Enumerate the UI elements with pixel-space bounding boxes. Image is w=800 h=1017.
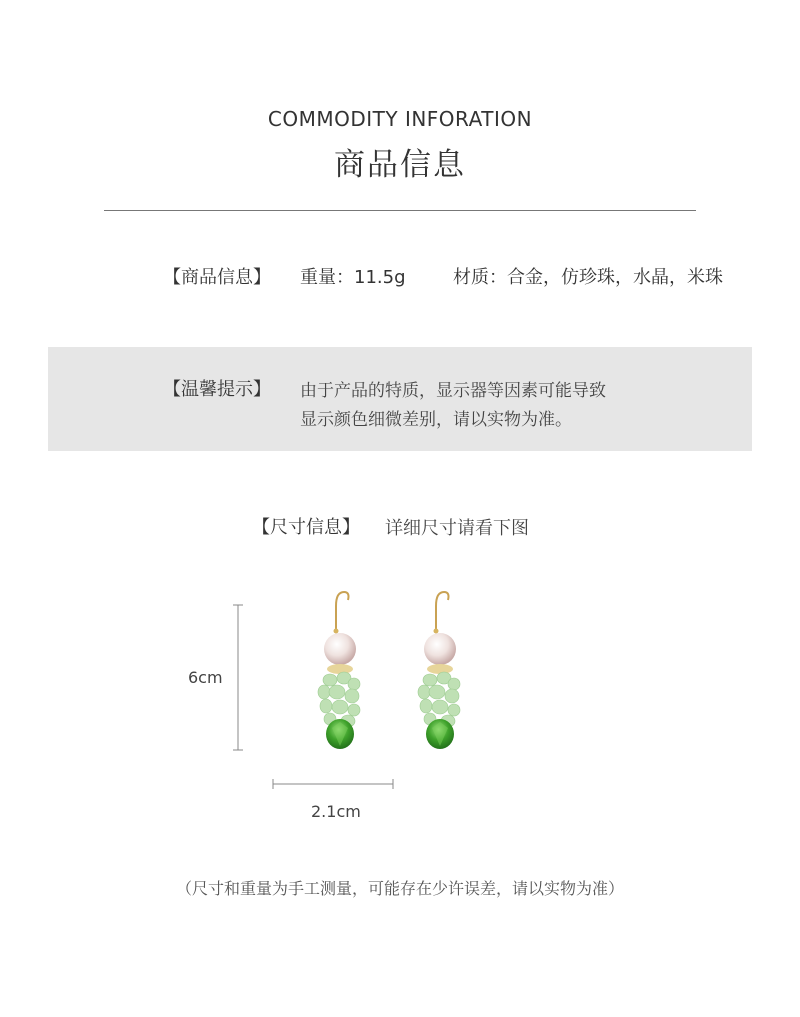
notice-label: 【温馨提示】 <box>163 379 271 400</box>
measurement-footnote: （尺寸和重量为手工测量，可能存在少许误差，请以实物为准） <box>175 879 624 898</box>
size-description: 详细尺寸请看下图 <box>385 518 529 539</box>
notice-text-line-1: 由于产品的特质，显示器等因素可能导致 <box>300 381 606 401</box>
spec-weight: 重量：11.5g <box>300 267 406 288</box>
notice-text-line-2: 显示颜色细微差别，请以实物为准。 <box>300 410 572 430</box>
title-chinese: 商品信息 <box>334 147 466 183</box>
width-dimension-label: 2.1cm <box>311 802 361 821</box>
earring-left <box>318 592 360 749</box>
earring-right <box>418 592 460 749</box>
height-dimension-line <box>233 605 243 750</box>
height-dimension-label: 6cm <box>188 668 223 687</box>
spec-label: 【商品信息】 <box>163 267 271 288</box>
title-english: COMMODITY INFORATION <box>267 107 533 131</box>
width-dimension-line <box>273 779 393 789</box>
spec-material: 材质：合金，仿珍珠，水晶，米珠 <box>453 267 723 288</box>
size-label: 【尺寸信息】 <box>252 517 360 538</box>
